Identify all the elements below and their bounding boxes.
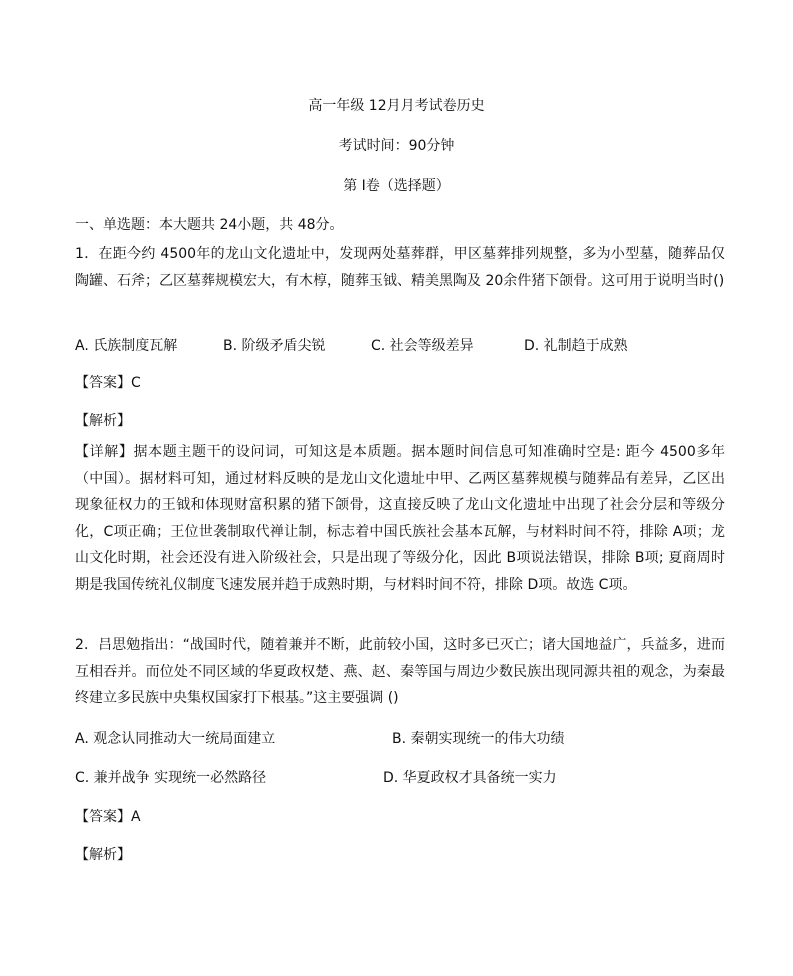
- q2-analysis-label: 【解析】: [75, 847, 131, 863]
- q2-option-c: C. 兼并战争 实现统一必然路径: [75, 770, 267, 786]
- q2-answer: 【答案】A: [75, 809, 141, 825]
- q2-option-b: B. 秦朝实现统一的伟大功绩: [392, 731, 565, 747]
- section-heading: 一、单选题：本大题共 24小题，共 48分。: [75, 217, 344, 233]
- q1-option-d: D. 礼制趋于成熟: [524, 338, 628, 354]
- question-2-stem: 2．吕思勉指出：“战国时代，随着兼并不断，此前较小国，这时多已灭亡；诸大国地益广，兵益多，进而互相吞并。而位处不同区域的华夏政权楚、燕、赵、秦等国与周边少数民族出现同源共祖的观念，为秦最终建立多民族中央集权国家打下根基。”这主要强调 (): [75, 637, 725, 706]
- q1-detail-explanation: 【详解】据本题主题干的设问词，可知这是本质题。据本题时间信息可知准确时空是: 距今 4500多年（中国）。据材料可知，通过材料反映的是龙山文化遗址中甲、乙两区墓葬规模与随葬品有差异，乙区出现象征权力的王钺和体现财富积累的猪下颌骨，这直接反映了龙山文化遗址中出现了社会分层和等级分化，C项正确；王位世袭制取代禅让制，标志着中国氏族社会基本瓦解，与材料时间不符，排除 A项；龙山文化时期，社会还没有进入阶级社会，只是出现了等级分化，因此 B项说法错误，排除 B项; 夏商周时期是我国传统礼仪制度飞速发展并趋于成熟时期，与材料时间不符，排除 D项。故选 C项。: [75, 444, 725, 593]
- volume-heading: 第 I卷（选择题）: [343, 178, 450, 194]
- exam-time: 考试时间：90分钟: [338, 138, 455, 154]
- q2-option-d: D. 华夏政权才具备统一实力: [383, 770, 557, 786]
- q1-option-a: A. 氏族制度瓦解: [75, 338, 178, 354]
- q1-option-c: C. 社会等级差异: [371, 338, 474, 354]
- exam-title: 高一年级 12月月考试卷历史: [308, 98, 485, 114]
- q1-answer: 【答案】C: [75, 375, 141, 391]
- q1-option-b: B. 阶级矛盾尖锐: [223, 338, 326, 354]
- q2-option-a: A. 观念认同推动大一统局面建立: [75, 731, 276, 747]
- question-1-stem: 1．在距今约 4500年的龙山文化遗址中，发现两处墓葬群，甲区墓葬排列规整，多为小型墓，随葬品仅陶罐、石斧；乙区墓葬规模宏大，有木椁，随葬玉钺、精美黑陶及 20余件猪下颌骨。这可用于说明当时(): [75, 246, 725, 289]
- q1-analysis-label: 【解析】: [75, 413, 131, 429]
